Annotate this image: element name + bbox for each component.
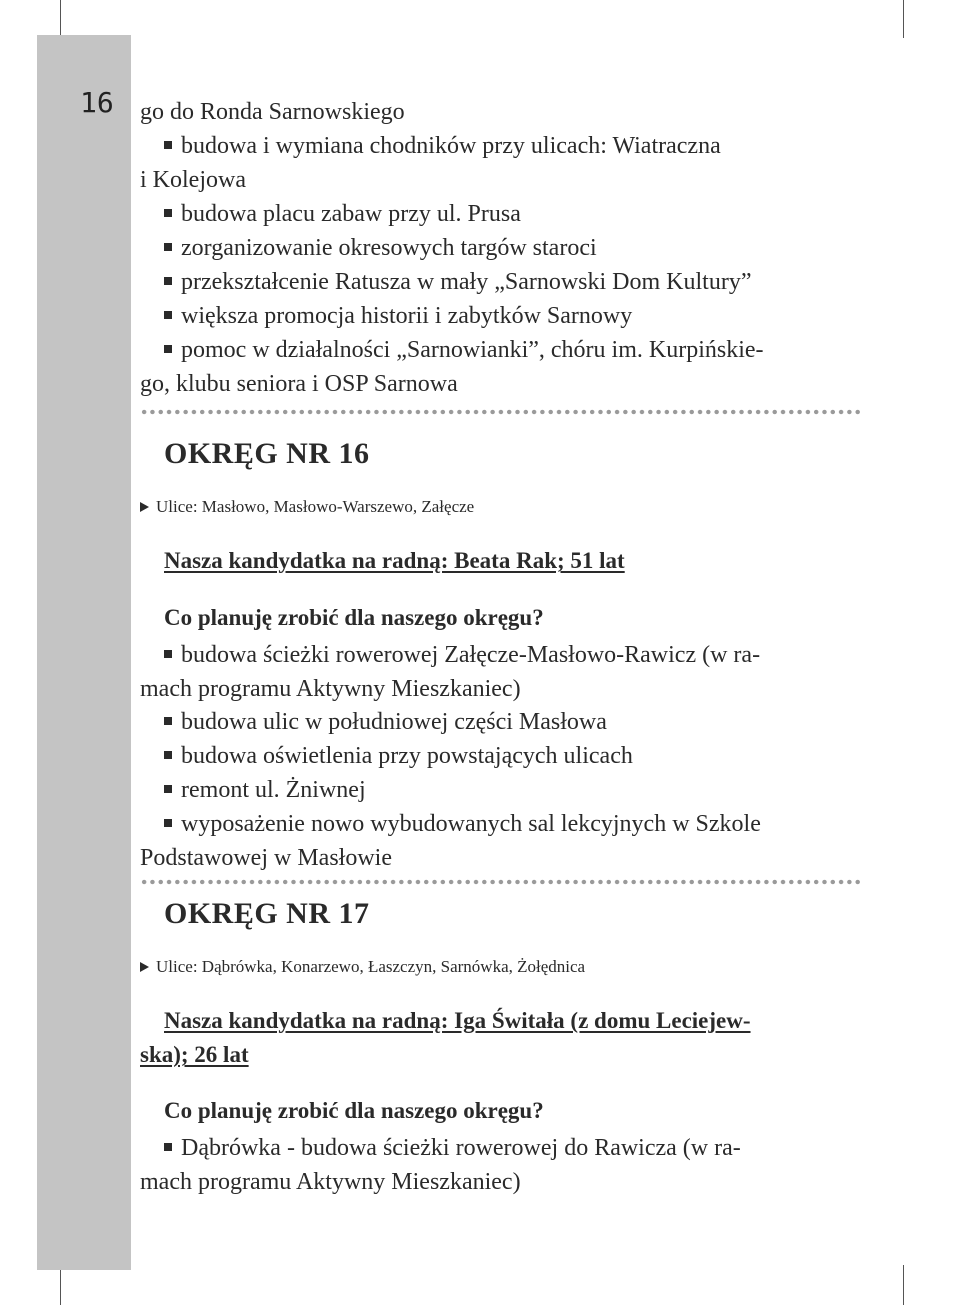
dotted-divider [140,879,860,885]
list-item: budowa placu zabaw przy ul. Prusa [164,199,521,229]
list-item: Dąbrówka - budowa ścieżki rowerowej do Rawicza (w ra- [164,1133,741,1163]
list-item: remont ul. Żniwnej [164,775,366,805]
list-item: przekształcenie Ratusza w mały „Sarnowski Dom Kultury” [164,267,752,297]
candidate-line: Nasza kandydatka na radną: Beata Rak; 51 lat [164,548,625,573]
crop-mark [60,1265,61,1305]
bullet-icon [164,819,172,827]
crop-mark [903,0,904,38]
dotted-divider [140,409,860,415]
bullet-icon [164,751,172,759]
bullet-icon [164,785,172,793]
streets-line: Ulice: Masłowo, Masłowo-Warszewo, Załęcze [140,497,474,517]
plan-heading: Co planuję zrobić dla naszego okręgu? [164,605,544,630]
district-heading: OKRĘG NR 17 [164,897,370,930]
text-line: mach programu Aktywny Mieszkaniec) [140,676,521,702]
text-line: go, klubu seniora i OSP Sarnowa [140,371,458,397]
page-margin-bar [37,35,131,1270]
crop-mark [903,1265,904,1305]
list-item: większa promocja historii i zabytków Sarnowy [164,301,632,331]
list-item: zorganizowanie okresowych targów staroci [164,233,597,263]
bullet-icon [164,1143,172,1151]
text-line: i Kolejowa [140,167,246,193]
bullet-icon [164,141,172,149]
list-item: budowa ulic w południowej części Masłowa [164,707,607,737]
page-number: 16 [80,86,114,119]
district-heading: OKRĘG NR 16 [164,437,370,470]
arrow-right-icon [140,502,149,512]
text-line: Podstawowej w Masłowie [140,845,392,871]
bullet-icon [164,311,172,319]
candidate-line: Nasza kandydatka na radną: Iga Świtała (z domu Leciejew- [164,1008,751,1033]
crop-mark [60,0,61,38]
plan-heading: Co planuję zrobić dla naszego okręgu? [164,1098,544,1123]
bullet-icon [164,243,172,251]
arrow-right-icon [140,962,149,972]
bullet-icon [164,717,172,725]
text-line: go do Ronda Sarnowskiego [140,99,405,125]
bullet-icon [164,345,172,353]
candidate-line: ska); 26 lat [140,1042,249,1067]
bullet-icon [164,209,172,217]
streets-line: Ulice: Dąbrówka, Konarzewo, Łaszczyn, Sarnówka, Żołędnica [140,957,585,977]
list-item: budowa ścieżki rowerowej Załęcze-Masłowo-Rawicz (w ra- [164,640,760,670]
list-item: pomoc w działalności „Sarnowianki”, chóru im. Kurpińskie- [164,335,764,365]
list-item: budowa oświetlenia przy powstających ulicach [164,741,633,771]
bullet-icon [164,277,172,285]
bullet-icon [164,650,172,658]
list-item: budowa i wymiana chodników przy ulicach: Wiatraczna [164,131,721,161]
text-line: mach programu Aktywny Mieszkaniec) [140,1169,521,1195]
list-item: wyposażenie nowo wybudowanych sal lekcyjnych w Szkole [164,809,761,839]
